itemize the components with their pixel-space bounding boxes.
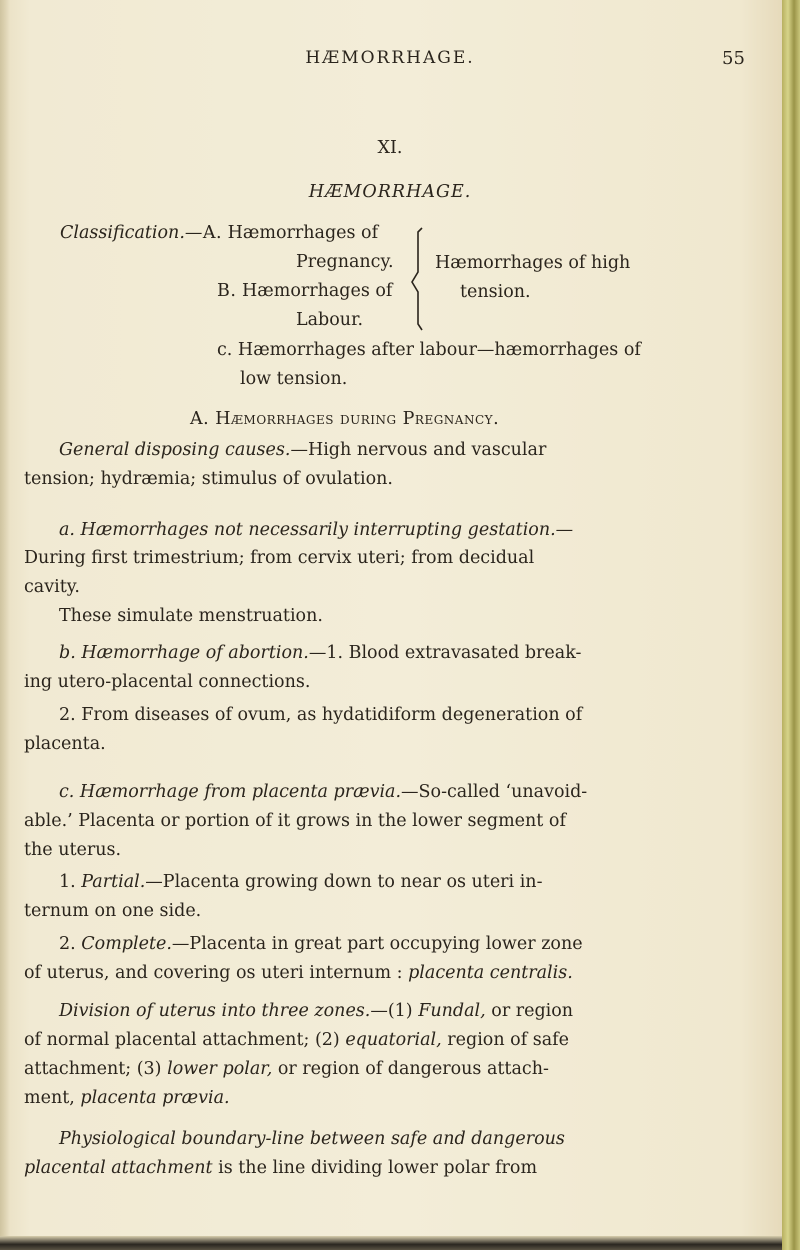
division-line-1	[59, 1003, 573, 1021]
c-rest: —So-called ‘unavoid-	[401, 782, 588, 802]
partial-line-1	[59, 874, 543, 892]
a-line-4: These simulate menstruation.	[59, 606, 323, 626]
division-equatorial: equatorial,	[345, 1030, 442, 1050]
section-title: HÆMORRHAGE.	[308, 182, 472, 202]
general-label: General disposing causes.	[59, 440, 291, 460]
partial-line-2: ternum on one side.	[24, 901, 202, 921]
c-label: c. Hæmorrhage from placenta prævia.	[59, 782, 402, 802]
division-line-4	[24, 1090, 230, 1108]
classification-grouped-2: tension.	[460, 282, 531, 302]
division-fundal: Fundal,	[418, 1001, 486, 1021]
classification-b-marker: B.	[217, 281, 237, 301]
classification-a-text-1: Hæmorrhages of	[227, 223, 379, 243]
physio-line-2	[24, 1160, 537, 1178]
b2-line-1: 2. From diseases of ovum, as hydatidiform degeneration of	[59, 705, 583, 725]
division-line-4-b: placenta prævia.	[80, 1088, 230, 1108]
general-line-1	[59, 442, 546, 460]
partial-num: 1.	[59, 872, 76, 892]
page-bottom-edge	[0, 1236, 782, 1250]
partial-label: Partial.	[81, 872, 146, 892]
subheading: A. Hæmorrhages during Pregnancy.	[190, 409, 500, 429]
complete-num: 2.	[59, 934, 76, 954]
physio-rest: is the line dividing lower polar from	[218, 1158, 538, 1178]
b-rest: —1. Blood extravasated break-	[308, 643, 582, 663]
classification-b-text-1: Hæmorrhages of	[242, 281, 393, 301]
complete-line-2	[24, 965, 573, 983]
complete-rest: —Placenta in great part occupying lower zone	[171, 934, 583, 954]
division-line-2-b: region of safe	[447, 1030, 569, 1050]
a-label: a. Hæmorrhages not necessarily interrupting gestation.—	[59, 520, 574, 540]
classification-line-a	[60, 225, 378, 243]
running-title: HÆMORRHAGE.	[305, 48, 475, 68]
a-line-3: cavity.	[24, 577, 80, 597]
general-line-2: tension; hydræmia; stimulus of ovulation.	[24, 469, 393, 489]
b-line-2: ing utero-placental connections.	[24, 672, 311, 692]
complete-line-1	[59, 936, 583, 954]
division-rest-a: —(1)	[370, 1001, 413, 1021]
general-rest: —High nervous and vascular	[290, 440, 547, 460]
division-line-3-b: or region of dangerous attach-	[277, 1059, 549, 1079]
c-line-2: able.’ Placenta or portion of it grows in the lower segment of	[24, 811, 566, 831]
division-lower: lower polar,	[167, 1059, 273, 1079]
classification-c-line-2: low tension.	[240, 369, 348, 389]
classification-grouped-1: Hæmorrhages of high	[435, 253, 631, 273]
complete-label: Complete.	[81, 934, 172, 954]
division-rest-b: or region	[491, 1001, 574, 1021]
division-line-3	[24, 1061, 549, 1079]
classification-a-marker: —A.	[184, 223, 223, 243]
book-spine	[782, 0, 800, 1250]
a-line-2: During first trimestrium; from cervix uteri; from decidual	[24, 548, 535, 568]
division-line-2-a: of normal placental attachment; (2)	[24, 1030, 340, 1050]
b-line-1	[59, 645, 581, 663]
classification-c-line-1: c. Hæmorrhages after labour—hæmorrhages of	[217, 340, 641, 360]
classification-a-text-2: Pregnancy.	[296, 252, 394, 272]
b-label: b. Hæmorrhage of abortion.	[59, 643, 309, 663]
brace-mark	[408, 224, 430, 334]
complete-line-2-a: of uterus, and covering os uteri internum :	[24, 963, 403, 983]
physio-label-2: placental attachment	[24, 1158, 213, 1178]
division-line-3-a: attachment; (3)	[24, 1059, 162, 1079]
classification-line-b	[217, 283, 392, 301]
division-label: Division of uterus into three zones.	[59, 1001, 371, 1021]
classification-label: Classification.	[60, 223, 185, 243]
page-number: 55	[722, 48, 745, 69]
classification-b-text-2: Labour.	[296, 310, 364, 330]
division-line-2	[24, 1032, 569, 1050]
section-number: XI.	[377, 138, 403, 158]
b2-line-2: placenta.	[24, 734, 106, 754]
division-line-4-a: ment,	[24, 1088, 75, 1108]
c-line-1	[59, 784, 587, 802]
complete-line-2-b: placenta centralis.	[408, 963, 573, 983]
partial-rest: —Placenta growing down to near os uteri in-	[145, 872, 543, 892]
physio-line-1: Physiological boundary-line between safe and dangerous	[59, 1129, 565, 1149]
c-line-3: the uterus.	[24, 840, 122, 860]
